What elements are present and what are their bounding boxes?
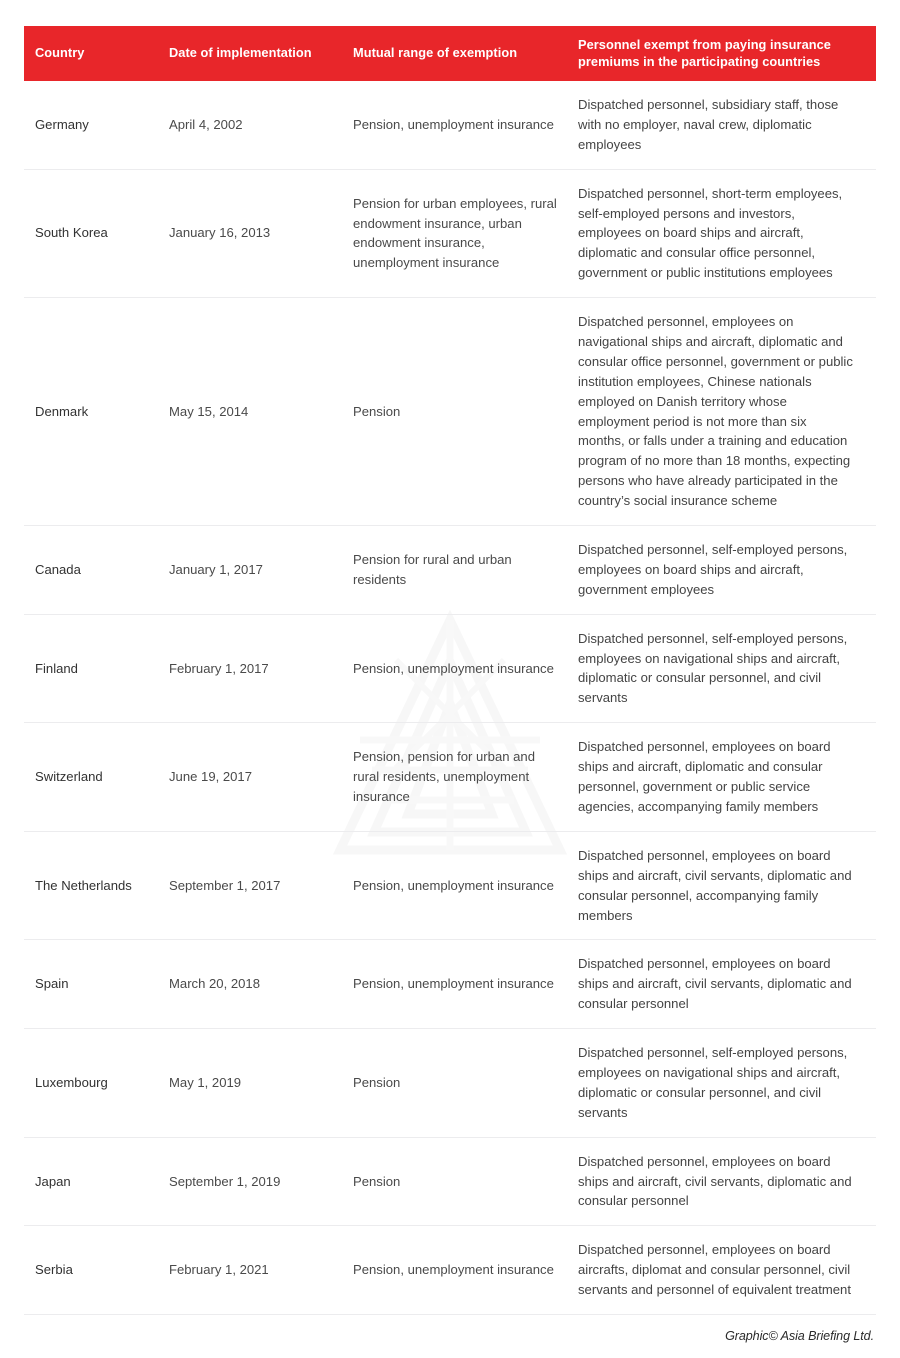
table-row bbox=[24, 1029, 876, 1138]
cell-range: Pension, unemployment insurance bbox=[345, 831, 571, 940]
table-row bbox=[24, 1137, 876, 1226]
cell-date: May 1, 2019 bbox=[159, 1029, 345, 1138]
cell-range: Pension bbox=[345, 298, 571, 526]
cell-personnel: Dispatched personnel, subsidiary staff, those with no employer, naval crew, diplomatic employees bbox=[571, 81, 876, 169]
cell-date: February 1, 2021 bbox=[159, 1226, 345, 1315]
column-header-country: Country bbox=[24, 26, 159, 81]
cell-personnel: Dispatched personnel, employees on board ships and aircraft, diplomatic and consular personnel, government or public service agencies, accompanying family members bbox=[571, 723, 876, 832]
table-row bbox=[24, 614, 876, 723]
cell-date: April 4, 2002 bbox=[159, 81, 345, 169]
cell-date: January 1, 2017 bbox=[159, 526, 345, 615]
table-row bbox=[24, 169, 876, 297]
cell-country: Luxembourg bbox=[24, 1029, 159, 1138]
cell-range: Pension, unemployment insurance bbox=[345, 81, 571, 169]
cell-date: September 1, 2019 bbox=[159, 1137, 345, 1226]
table-row bbox=[24, 831, 876, 940]
cell-country: Switzerland bbox=[24, 723, 159, 832]
cell-range: Pension for rural and urban residents bbox=[345, 526, 571, 615]
cell-country: Canada bbox=[24, 526, 159, 615]
table-row bbox=[24, 526, 876, 615]
table-header bbox=[24, 26, 876, 81]
cell-country: Spain bbox=[24, 940, 159, 1029]
cell-personnel: Dispatched personnel, employees on board aircrafts, diplomat and consular personnel, civil servants and personnel of equivalent treatment bbox=[571, 1226, 876, 1315]
cell-date: January 16, 2013 bbox=[159, 169, 345, 297]
cell-range: Pension bbox=[345, 1029, 571, 1138]
cell-personnel: Dispatched personnel, employees on board ships and aircraft, civil servants, diplomatic and consular personnel bbox=[571, 1137, 876, 1226]
cell-personnel: Dispatched personnel, self-employed persons, employees on board ships and aircraft, government employees bbox=[571, 526, 876, 615]
cell-country: Germany bbox=[24, 81, 159, 169]
cell-range: Pension, unemployment insurance bbox=[345, 614, 571, 723]
cell-country: The Netherlands bbox=[24, 831, 159, 940]
column-header-range: Mutual range of exemption bbox=[345, 26, 571, 81]
table-row bbox=[24, 298, 876, 526]
cell-country: Japan bbox=[24, 1137, 159, 1226]
footer-credit: Graphic© Asia Briefing Ltd. bbox=[725, 1328, 874, 1343]
cell-date: March 20, 2018 bbox=[159, 940, 345, 1029]
cell-personnel: Dispatched personnel, employees on board ships and aircraft, civil servants, diplomatic and consular personnel, accompanying family members bbox=[571, 831, 876, 940]
cell-date: September 1, 2017 bbox=[159, 831, 345, 940]
header-row bbox=[24, 26, 876, 81]
cell-date: June 19, 2017 bbox=[159, 723, 345, 832]
exemption-table-container bbox=[24, 26, 876, 1315]
table-row bbox=[24, 940, 876, 1029]
cell-personnel: Dispatched personnel, self-employed persons, employees on navigational ships and aircraft, diplomatic or consular personnel, and civil servants bbox=[571, 1029, 876, 1138]
cell-country: Denmark bbox=[24, 298, 159, 526]
cell-range: Pension for urban employees, rural endowment insurance, urban endowment insurance, unemployment insurance bbox=[345, 169, 571, 297]
cell-range: Pension bbox=[345, 1137, 571, 1226]
exemption-table bbox=[24, 26, 876, 1315]
table-body bbox=[24, 81, 876, 1314]
cell-personnel: Dispatched personnel, short-term employees, self-employed persons and investors, employees on board ships and aircraft, diplomatic and consular office personnel, government or public institutions employees bbox=[571, 169, 876, 297]
table-row bbox=[24, 723, 876, 832]
cell-range: Pension, unemployment insurance bbox=[345, 940, 571, 1029]
cell-personnel: Dispatched personnel, employees on board ships and aircraft, civil servants, diplomatic and consular personnel bbox=[571, 940, 876, 1029]
cell-date: February 1, 2017 bbox=[159, 614, 345, 723]
cell-personnel: Dispatched personnel, self-employed persons, employees on navigational ships and aircraft, diplomatic or consular personnel, and civil servants bbox=[571, 614, 876, 723]
cell-country: South Korea bbox=[24, 169, 159, 297]
column-header-personnel: Personnel exempt from paying insurance premiums in the participating countries bbox=[571, 26, 876, 81]
cell-country: Serbia bbox=[24, 1226, 159, 1315]
column-header-date: Date of implementation bbox=[159, 26, 345, 81]
cell-range: Pension, pension for urban and rural residents, unemployment insurance bbox=[345, 723, 571, 832]
table-row bbox=[24, 81, 876, 169]
cell-range: Pension, unemployment insurance bbox=[345, 1226, 571, 1315]
cell-personnel: Dispatched personnel, employees on navigational ships and aircraft, diplomatic and consular office personnel, government or public institution employees, Chinese nationals employed on Danish territory whose employment period is not more than six months, or falls under a training and education program of no more than 18 months, expecting persons who have already participated in the country’s social insurance scheme bbox=[571, 298, 876, 526]
table-row bbox=[24, 1226, 876, 1315]
cell-country: Finland bbox=[24, 614, 159, 723]
cell-date: May 15, 2014 bbox=[159, 298, 345, 526]
